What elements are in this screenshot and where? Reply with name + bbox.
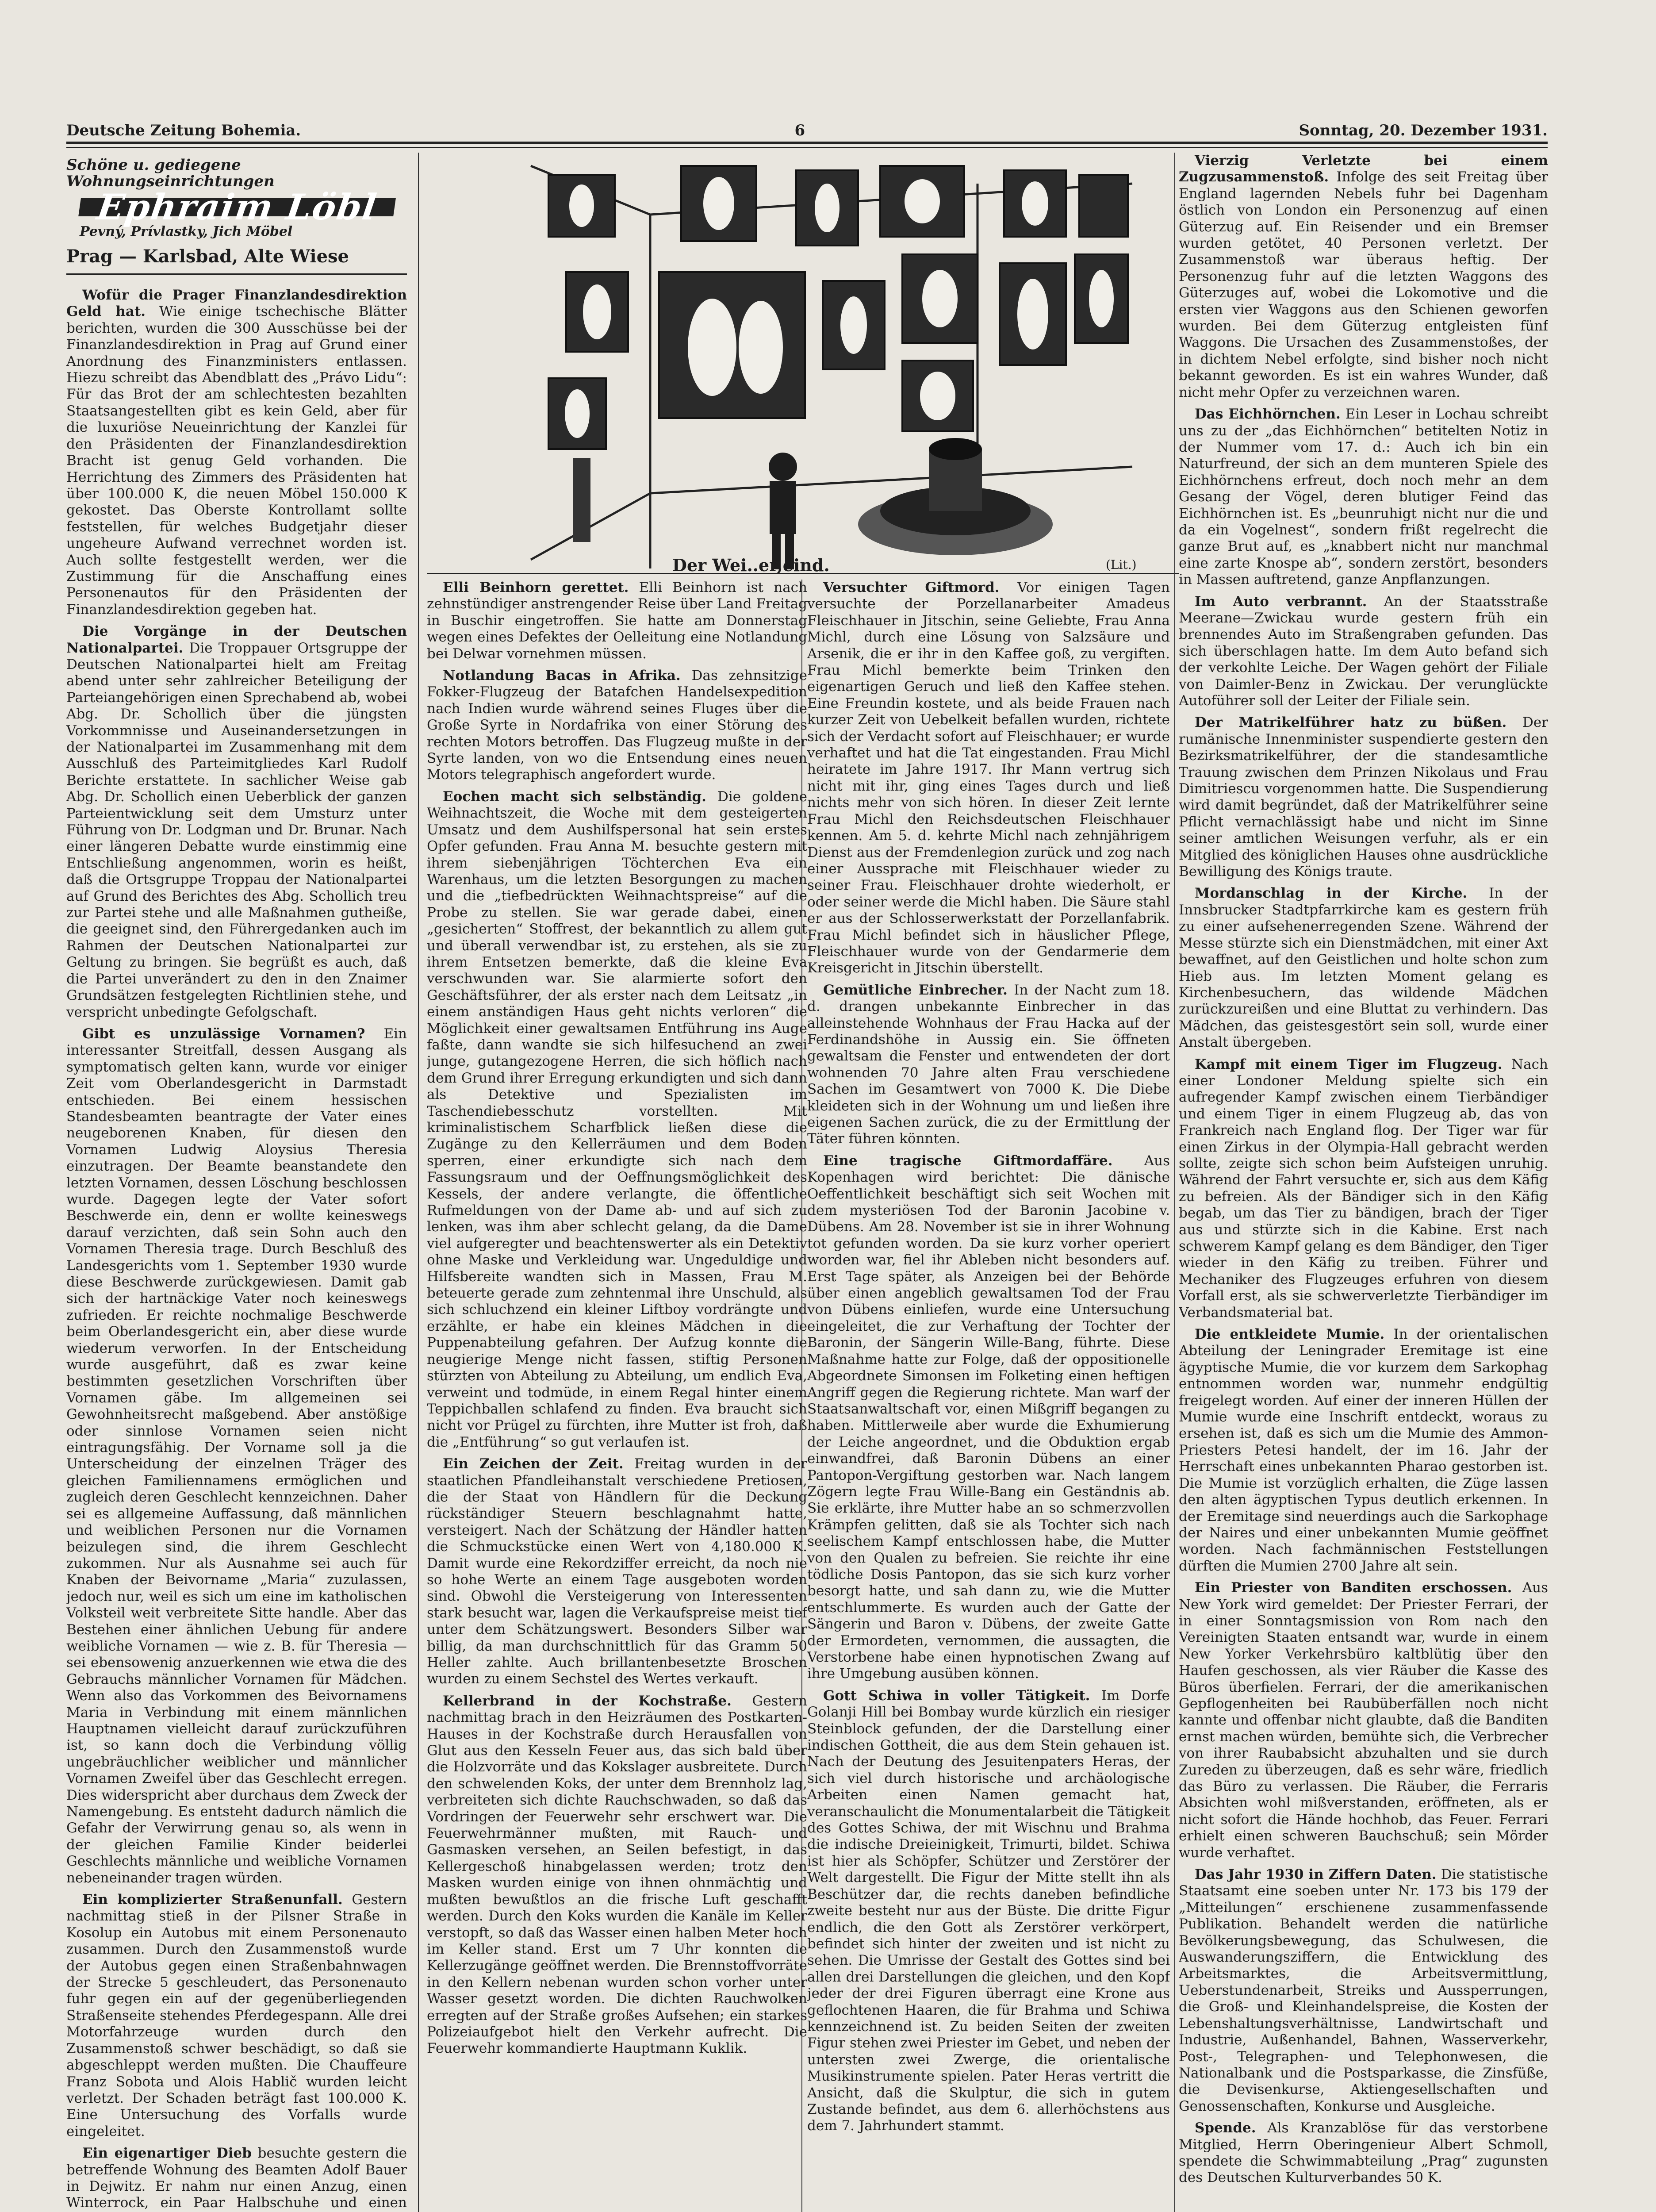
article-paragraph [807,1153,1170,1682]
ad-cities: Prag — Karlsbad, Alte Wiese [66,246,349,267]
article-headline: Gemütliche Einbrecher. [823,982,1008,998]
column-2 [427,580,807,2212]
article-headline: Elli Beinhorn gerettet. [443,580,629,595]
page-header [66,113,1548,139]
article-paragraph [427,1456,807,1688]
articles-col4 [1179,153,1548,2186]
articles-col2 [427,580,807,2057]
column-divider [801,580,802,2212]
article-body: Elli Beinhorn ist nach zehnstündiger anstrengender Reise über Land Freitag in Buschir eingetroffen. Sie hatte am Donnerstag wegen eines Defektes der Oelleitung eine Notlandung bei Delwar vornehmen müssen. [427,580,807,662]
article-body: Vor einigen Tagen versuchte der Porzellanarbeiter Amadeus Fleischhauer in Jitschin, seine Geliebte, Frau Anna Michl, durch eine Lösung von Salzsäure und Arsenik, die er ihr in den Kaffee goß, zu vergiften. Frau Michl bemerkte beim Trinken den eigenartigen Geruch und ließ den Kaffee stehen. Eine Freundin kostete, und als beide Frauen nach kurzer Zeit von Uebelkeit befallen wurden, richtete sich der Verdacht sofort auf Fleischhauer; er wurde verhaftet und hat die Tat eingestanden. Frau Michl heiratete im Jahre 1917. Ihr Mann vertrug sich nicht mit ihr, ging eines Tages durch und ließ nichts mehr von sich hören. In dieser Zeit lernte Frau Michl den Reichsdeutschen Fleischhauer kennen. Am 5. d. kehrte Michl nach zehnjährigem Dienst aus der Fremdenlegion zurück und zog nach einer Aussprache mit Fleischhauer wieder zu seiner Frau. Fleischhauer drohte wiederholt, er oder seiner werde die Michl haben. Die Säure stahl er aus der Schlosserwerkstatt der Porzellanfabrik. Frau Michl befindet sich in häuslicher Pflege, Fleischhauer wurde von der Gendarmerie dem Kreisgericht in Jitschin überstellt. [807,580,1170,976]
article-headline: Ein Priester von Banditen erschossen. [1195,1580,1512,1596]
article-paragraph [427,580,807,662]
article-paragraph [66,1892,407,2140]
article-body: Im Dorfe Golanji Hill bei Bombay wurde kürzlich ein riesiger Steinblock gefunden, der die Darstellung einer indischen Gottheit, die aus dem Stein gehauen ist. Nach der Deutung des Jesuitenpaters Heras, der sich viel durch historische und archäologische Arbeiten einen Namen gemacht hat, veranschaulicht die Monumentalarbeit die Tätigkeit des Gottes Schiwa, der mit Wischnu und Brahma die indische Dreieinigkeit, Trimurti, bildet. Schiwa ist hier als Schöpfer, Schützer und Zerstörer der Welt dargestellt. Die Figur der Mitte stellt ihn als Beschützer dar, die rechts daneben befindliche zweite besteht nur aus der Büste. Die dritte Figur endlich, die den Gott als Zerstörer verkörpert, befindet sich hinter der zweiten und ist nicht zu sehen. Die Umrisse der Gestalt des Gottes sind bei allen drei Darstellungen die gleichen, und den Kopf jeder der drei Figuren überragt eine Krone aus geflochtenen Haaren, die für Brahma und Schiwa kennzeichnend ist. Zu beiden Seiten der zweiten Figur stehen zwei Priester im Gebet, und neben der untersten zwei Zwerge, die orientalische Musikinstrumente spielen. Pater Heras vertritt die Ansicht, daß die Skulptur, die sich in gutem Zustande befindet, aus dem 6. allerhöchstens aus dem 7. Jahrhundert stammt. [807,1687,1170,2134]
column-4 [1179,153,1548,2212]
article-body: An der Staatsstraße Meerane—Zwickau wurde gestern früh ein brennendes Auto im Straßengraben gefunden. Das sich überschlagen hatte. Im dem Auto befand sich der verkohlte Leiche. Der Wagen gehört der Filiale von Daimler-Benz in Zwickau. Der verunglückte Autoführer soll der Leiter der Filiale sein. [1179,593,1548,709]
article-paragraph [66,1026,407,1886]
article-headline: Gibt es unzulässige Vornamen? [82,1025,365,1042]
article-body: Gestern nachmittag stieß in der Pilsner Straße in Kosolup ein Autobus mit einem Personenauto zusammen. Durch den Zusammenstoß wurde der Autobus gegen einen Straßenbahnwagen der Strecke 5 geschleudert, das Personenauto fuhr gegen ein auf der gegenüberliegenden Straßenseite stehendes Pferdegespann. Alle drei Motorfahrzeuge wurden durch den Zusammenstoß schwer beschädigt, so daß sie abgeschleppt werden mußten. Die Chauffeure Franz Sobota und Alois Hablič wurden leicht verletzt. Der Schaden beträgt fast 100.000 K. Eine Untersuchung des Vorfalls wurde eingeleitet. [66,1892,407,2139]
article-paragraph [1179,885,1548,1051]
column-divider [418,153,419,2212]
cartoon-rule [427,573,1179,574]
article-headline: Mordanschlag in der Kirche. [1195,885,1468,902]
article-paragraph [1179,153,1548,401]
article-paragraph [807,1688,1170,2135]
article-body: besuchte gestern die betreffende Wohnung des Beamten Adolf Bauer in Dejwitz. Er nahm nur einen Anzug, einen Winterrock, ein Paar Halbschuhe und einen [66,2145,407,2211]
article-paragraph [427,1693,807,2057]
article-headline: Gott Schiwa in voller Tätigkeit. [823,1687,1090,1704]
article-body: Die goldene Weihnachtszeit, die Woche mit dem gesteigerten Umsatz und dem Aushilfspersonal hat sein erstes Opfer gefunden. Frau Anna M. besuchte gestern mit ihrem siebenjährigen Töchterchen Eva ein Warenhaus, um die letzten Besorgungen zu machen und die „tiefbedrückten Weihnachtspreise“ auf die Probe zu stellen. Sie war gerade dabei, einen „gesicherten“ Stoffrest, der bekanntlich zu allem gut und überall verwendbar ist, zu erstehen, als sie zu ihrem Entsetzen bemerkte, daß die kleine Eva verschwunden war. Sie alarmierte sofort den Geschäftsführer, der als erster nach dem Leitsatz „in einem anständigen Haus geht nichts verloren“ die Möglichkeit einer gewaltsamen Entführung ins Auge faßte, dann wandte sie sich hilfesuchend an zwei junge, gutangezogene Herren, die sich höflich nach dem Grund ihrer Erregung erkundigten und sich dann als Detektive und Spezialisten im Taschendiebesschutz vorstellten. Mit kriminalistischem Scharfblick ließen diese die Zugänge zu den Kellerräumen und dem Boden sperren, einer erkundigte sich nach dem Fassungsraum und der Oeffnungsmöglichkeit des Kessels, der andere verlangte, die öffentliche Rufmeldungen von der Dame ab- und auf sich zu lenken, was ihm aber schlecht gelang, da die Dame viel aufgeregter und beachtenswerter als ein Detektiv ohne Maske und Verkleidung war. Ungeduldige und Hilfsbereite wandten sich in Massen, Frau M. beteuerte gerade zum zehntenmal ihre Unschuld, als sich schluchzend ein kleiner Liftboy vordrängte und erzählte, er habe ein kleines Mädchen in die Puppenabteilung gefahren. Der Aufzug konnte die neugierige Menge nicht fassen, stiftig Personen stürzten von Abteilung zu Abteilung, um endlich Eva, verweint und todmüde, in einem Regal hinter einem Teppichballen schlafend zu finden. Eva braucht sich nicht vor Prügel zu fürchten, ihre Mutter ist froh, daß die „Entführung“ so gut verlaufen ist. [427,788,807,1450]
article-paragraph [1179,594,1548,710]
cartoon-credit: (Lit.) [1106,557,1137,572]
article-body: Das zehnsitzige Fokker-Flugzeug der Batafchen Handelsexpedition nach Indien wurde während seines Fluges über die Große Syrte in Nordafrika von einer Störung des rechten Motors betroffen. Das Flugzeug mußte in der Syrte landen, von wo die Entsendung eines neuen Motors telegraphisch angefordert wurde. [427,668,807,783]
articles-col1 [66,287,407,2212]
article-paragraph [66,2145,407,2212]
article-paragraph [1179,1580,1548,1861]
ad-tagline-top: Schöne u. gediegene Wohnungseinrichtungen [66,156,275,191]
issue-date: Sonntag, 20. Dezember 1931. [1299,122,1548,139]
article-body: Aus New York wird gemeldet: Der Priester Ferrari, der in einer Sonntagsmission von Rom nach den Vereinigten Staaten entsandt war, wurde in einem New Yorker Verkehrsbüro kaltblütig über den Haufen geschossen, als vier Räuber die Kasse des Büros überfielen. Ferrari, der die amerikanischen Gepflogenheiten bei Raubüberfällen noch nicht kannte und offenbar nicht glaubte, daß die Banditen ernst machen würden, bemühte sich, die Verbrecher von ihrer Raubabsicht abzuhalten und sie durch Zureden zu überzeugen, daß es sehr wäre, friedlich das Büro zu verlassen. Die Räuber, die Ferraris Absichten wohl mißverstanden, eröffneten, als er nicht sofort die Hände hochhob, das Feuer. Ferrari erhielt einen schweren Bauchschuß; sein Mörder wurde verhaftet. [1179,1580,1548,1861]
ad-tagline-bottom: Pevný, Prívlastky, Jich Möbel [80,224,293,240]
article-paragraph [427,789,807,1451]
column-1 [66,153,407,2212]
article-paragraph [1179,2120,1548,2186]
article-paragraph [1179,1326,1548,1575]
column-3 [807,580,1170,2212]
article-body: Wie einige tschechische Blätter berichten, wurden die 300 Ausschüsse bei der Finanzlandesdirektion in Prag auf Grund einer Anordnung des Finanzministers entlassen. Hiezu schreibt das Abendblatt des „Právo Lidu“: Für das Brot der am schlechtesten bezahlten Staatsangestellten gibt es kein Geld, aber für die luxuriöse Neueinrichtung der Kanzlei für den Präsidenten der Finanzlandesdirektion Bracht ist genug Geld vorhanden. Die Herrichtung des Zimmers des Präsidenten hat über 100.000 K, die neuen Möbel 150.000 K gekostet. Das Oberste Kontrollamt sollte feststellen, für welches Budgetjahr dieser ungeheure Aufwand verrechnet worden ist. Auch sollte festgestellt werden, wer die Zustimmung für die Anschaffung eines Personenautos für den Präsidenten der Finanzlandesdirektion gegeben hat. [66,303,407,618]
stove-figure [858,438,1053,555]
header-rule-thin [66,147,1548,148]
article-body: Die statistische Staatsamt eine soeben unter Nr. 173 bis 179 der „Mitteilungen“ erschienene zusammenfassende Publikation. Behandelt werden die natürliche Bevölkerungsbewegung, das Schulwesen, die Auswanderungsziffern, die Entwicklung des Arbeitsmarktes, die Arbeitsvermittlung, Ueberstundenarbeit, Streiks und Aussperrungen, die Groß- und Kleinhandelspreise, die Kosten der Lebenshaltungsverhältnisse, Landwirtschaft und Industrie, Außenhandel, Bahnen, Wasserverkehr, Post-, Telegraphen- und Telephonwesen, die Nationalbank und die Postsparkasse, die Zinsfüße, die Devisenkurse, Aktiengesellschaften und Genossenschaften, Konkurse und Ausgleiche. [1179,1866,1548,2114]
article-headline: Kampf mit einem Tiger im Flugzeug. [1195,1056,1503,1072]
cartoon-illustration [513,148,1141,586]
article-headline: Notlandung Bacas in Afrika. [443,668,681,684]
article-body: Gestern nachmittag brach in den Heizräumen des Postkarten-Hauses in der Kochstraße durch Herausfallen von Glut aus den Kesseln Feuer aus, das sich bald über die Holzvorräte und das Kokslager ausbreitete. Durch den schwelenden Koks, der unter dem Brennholz lag, verbreiteten sich dichte Rauchschwaden, so daß das Vordringen der Feuerwehr sehr erschwert war. Die Feuerwehrmänner mußten, mit Rauch- und Gasmasken versehen, an Seilen befestigt, in das Kellergeschoß hinabgelassen werden; trotz den Masken wurden einige von ihnen ohnmächtig und mußten bewußtlos an die frische Luft geschafft werden. Durch den Koks wurden die Kanäle im Keller verstopft, so daß das Wasser einen halben Meter hoch im Keller stand. Erst um 7 Uhr konnten die Kellerzugänge geöffnet werden. Die Brennstoffvorräte in den Kellern nebenan wurden schon vorher unter Wasser gesetzt worden. Die dichten Rauchwolken erregten auf der Straße großes Aufsehen; ein starkes Polizeiaufgebot hielt den Verkehr aufrecht. Die Feuerwehr kommandierte Hauptmann Kuklik. [427,1693,807,2057]
cartoon-drawing [513,148,1141,586]
article-headline: Kellerbrand in der Kochstraße. [443,1693,732,1709]
article-headline: Der Matrikelführer hatz zu büßen. [1195,714,1507,731]
article-paragraph [1179,406,1548,588]
article-body: Der rumänische Innenminister suspendierte gestern den Bezirksmatrikelführer, der die standesamtliche Trauung zwischen dem Prinzen Nikolaus und Frau Dimitriescu vorgenommen hatte. Die Suspendierung wird damit begründet, daß der Matrikelführer seine Pflicht vernachlässigt habe und nicht im Sinne seiner amtlichen Weisungen verfuhr, als er ein Mitglied des königlichen Hauses ohne ausdrückliche Bewilligung des Königs traute. [1179,714,1548,880]
article-headline: Das Jahr 1930 in Ziffern Daten. [1195,1866,1437,1883]
article-paragraph [807,982,1170,1148]
article-paragraph [66,623,407,1021]
article-headline: Wofür die Prager Finanzlandesdirektion Geld hat. [66,287,407,320]
article-paragraph [1179,714,1548,880]
article-body: Ein Leser in Lochau schreibt uns zu der „das Eichhörnchen“ betitelten Notiz in der Nummer vom 17. d.: Auch ich bin ein Naturfreund, der sich an dem munteren Spiele des Eichhörnchens erfreut, doch noch mehr an dem Gesang der Vögel, deren blutiger Feind das Eichhörnchen ist. Es „beunruhigt nicht nur die und da ein Vogelnest“, sondern frißt regelrecht die ganze Brut auf, es „knabbert nicht nur manchmal eine zarte Knospe ab“, sondern zerstört, besonders in Massen auftretend, ganze Anpflanzungen. [1179,406,1548,588]
article-paragraph [427,668,807,783]
article-body: Nach einer Londoner Meldung spielte sich ein aufregender Kampf zwischen einem Tierbändiger und einem Tiger in einem Flugzeug ab, das von Frankreich nach England flog. Der Tiger war für einen Zirkus in der Olympia-Hall gebracht werden sollte, zeigte sich schon beim Aufsteigen unruhig. Während der Fahrt versuchte er, sich aus dem Käfig zu befreien. Als der Bändiger sich in den Käfig begab, um das Tier zu bändigen, brach der Tiger aus und stürzte sich in die Kabine. Erst nach schwerem Kampf gelang es dem Bändiger, den Tiger wieder in den Käfig zu treiben. Führer und Mechaniker des Flugzeuges erfuhren von diesem Vorfall erst, als sie schwerverletzte Tierbändiger im Verbandsmaterial bat. [1179,1056,1548,1321]
article-headline: Vierzig Verletzte bei einem Zugzusammenstoß. [1179,153,1548,185]
article-body: Infolge des seit Freitag über England lagernden Nebels fuhr bei Dagenham östlich von London ein Personenzug auf einen Güterzug auf. Ein Reisender und ein Bremser wurden getötet, 40 Personen verletzt. Der Zusammenstoß war überaus heftig. Der Personenzug fuhr auf die letzten Waggons des Güterzuges auf, wobei die Lokomotive und die ersten vier Waggons aus den Schienen geworfen wurden. Bei dem Güterzug entgleisten fünf Waggons. Die Ursachen des Zusammenstoßes, der in dichtem Nebel erfolgte, sind bisher noch nicht bekannt geworden. Es ist ein wahres Wunder, daß nicht mehr Opfer zu verzeichnen waren. [1179,169,1548,400]
article-headline: Eine tragische Giftmordaffäre. [823,1152,1113,1169]
article-headline: Spende. [1195,2120,1256,2136]
article-headline: Die entkleidete Mumie. [1195,1326,1385,1343]
article-headline: Das Eichhörnchen. [1195,406,1341,422]
articles-col3 [807,580,1170,2135]
article-body: Freitag wurden in der staatlichen Pfandleihanstalt verschiedene Pretiosen, die der Staat von Händlern für die Deckung rückständiger Steuern beschlagnahmt hatte, versteigert. Nach der Schätzung der Händler hatten die Schmuckstücke einen Wert von 4,180.000 K. Damit wurde eine Rekordziffer erreicht, da noch nie so hohe Werte an einem Tage ausgeboten worden sind. Obwohl die Versteigerung von Interessenten stark besucht war, lagen die Verkaufspreise meist tief unter dem Schätzungswert. Besonders Silber war billig, da man durchschnittlich für das Gramm 50 Heller zahlte. Auch brillantenbesetzte Broschen wurden zu einem Sechstel des Wertes verkauft. [427,1456,807,1687]
article-body: Aus Kopenhagen wird berichtet: Die dänische Oeffentlichkeit beschäftigt sich seit Wochen mit dem mysteriösen Tod der Baronin Jacobine v. Dübens. Am 28. November ist sie in ihrer Wohnung tot gefunden worden. Da sie kurz vorher operiert worden war, fiel ihr Ableben nicht besonders auf. Erst Tage später, als Anzeigen bei der Behörde über einen angeblich gewaltsamen Tod der Frau von Dübens einliefen, wurde eine Untersuchung eingeleitet, die zur Verhaftung der Tochter der Baronin, der Sängerin Wille-Bang, führte. Diese Maßnahme hatte zur Folge, daß der oppositionelle Abgeordnete Simonsen im Folketing einen heftigen Angriff gegen die Regierung richtete. Man warf der Staatsanwaltschaft vor, einen Mißgriff begangen zu haben. Mittlerweile aber wurde die Exhumierung der Leiche angeordnet, und die Obduktion ergab einwandfrei, daß Baronin Dübens an einer Pantopon-Vergiftung gestorben war. Nach langem Zögern legte Frau Wille-Bang ein Geständnis ab. Sie erklärte, ihre Mutter habe an so schmerzvollen Krämpfen gelitten, daß sie als Tochter sich nach seelischem Kampf entschlossen habe, die Mutter von den Qualen zu befreien. Sie reichte ihr eine tödliche Dosis Pantopon, das sie sich kurz vorher besorgt hatte, und sah dann zu, wie die Mutter entschlummerte. Es wurden auch der Gatte der Sängerin und Baron v. Dübens, der zweite Gatte der Ermordeten, vernommen, die aussagten, die Verstorbene habe einen hypnotischen Zwang auf ihre Umgebung ausüben können. [807,1152,1170,1682]
article-body: In der orientalischen Abteilung der Leningrader Eremitage ist eine ägyptische Mumie, die vor kurzem dem Sarkophag entnommen worden war, nunmehr endgültig freigelegt worden. Auf einer der inneren Hüllen der Mumie wurde eine Inschrift entdeckt, woraus zu ersehen ist, daß es sich um die Mumie des Ammon-Priesters Petesi handelt, der im 16. Jahr der Herrschaft eines unbekannten Pharao gestorben ist. Die Mumie ist vorzüglich erhalten, die Züge lassen den alten ägyptischen Typus deutlich erkennen. In der Eremitage sind neuerdings auch die Sarkophage der Naires und einer unbekannten Mumie geöffnet worden. Nach fachmännischen Feststellungen dürften die Mumien 2700 Jahre alt sein. [1179,1326,1548,1574]
newspaper-name: Deutsche Zeitung Bohemia. [66,122,301,139]
article-body: Als Kranzablöse für das verstorbene Mitglied, Herrn Oberingenieur Albert Schmoll, spendete die Schwimmabteilung „Prag“ zugunsten des Deutschen Kulturverbandes 50 K. [1179,2120,1548,2186]
article-headline: Ein Zeichen der Zeit. [443,1456,624,1472]
ad-brand-logo: Ephraim Löbl [78,198,396,216]
header-rule [66,142,1548,144]
article-headline: Eochen macht sich selbständig. [443,788,706,805]
article-body: Ein interessanter Streitfall, dessen Ausgang als symptomatisch gelten kann, wurde vor einiger Zeit vom Oberlandesgericht in Darmstadt entschieden. Bei einem hessischen Standesbeamten beantragte der Vater eines neugeborenen Knaben, für diesen den Vornamen Ludwig Aloysius Theresia einzutragen. Der Beamte beanstandete den letzten Vornamen, dessen Löschung beschlossen wurde. Dagegen legte der Vater sofort Beschwerde ein, denn er wollte keineswegs darauf verzichten, daß sein Sohn auch den Vornamen Theresia trage. Durch Beschluß des Landesgerichts vom 1. September 1930 wurde diese Beschwerde zurückgewiesen. Damit gab sich der hartnäckige Vater noch keineswegs zufrieden. Er reichte nochmalige Beschwerde beim Oberlandesgericht ein, aber diese wurde wiederum verworfen. In der Entscheidung wurde ausgeführt, daß es zwar keine bestimmten gesetzlichen Vorschriften über Vornamen gäbe. Im allgemeinen sei Gewohnheitsrecht maßgebend. Aber anstößige oder sinnlose Vornamen seien nicht eintragungsfähig. Der Vorname soll ja die Unterscheidung der einzelnen Träger des gleichen Familiennamens ermöglichen und zugleich deren Geschlecht kennzeichnen. Daher sei es allgemeine Auffassung, daß männlichen und weiblichen Personen nur die Vornamen beizulegen sind, die ihrem Geschlecht zukommen. Nur als Ausnahme sei auch für Knaben der Beivorname „Maria“ zuzulassen, jedoch nur, weil es sich um eine im katholischen Volksteil weit verbreitete Sitte handle. Aber das Bestehen einer ähnlichen Uebung für andere weibliche Vornamen — wie z. B. für Theresia — sei ebensowenig anzuerkennen wie etwa die des Gebrauchs männlicher Vornamen für Mädchen. Wenn also das Vorkommen des Beivornamens Maria in Verbindung mit einem männlichen Hauptnamen vielleicht darauf zurückzuführen ist, so kann doch die Verbindung völlig ungebräuchlicher weiblicher und männlicher Vornamen Zweifel über das Geschlecht erregen. Dies widerspricht aber durchaus dem Zweck der Namengebung. Es entsteht dadurch nämlich die Gefahr der Verwirrung genau so, als wenn in der gleichen Familie Kinder beiderlei Geschlechts männliche und weibliche Vornamen nebeneinander tragen würden. [66,1025,407,1886]
furniture-advertisement [66,153,407,275]
article-headline: Im Auto verbrannt. [1195,593,1367,610]
page-number: 6 [794,122,805,139]
article-body: Die Troppauer Ortsgruppe der Deutschen Nationalpartei hielt am Freitag abend unter sehr zahlreicher Beteiligung der Parteiangehörigen einen Sprechabend ab, wobei Abg. Dr. Schollich über die jüngsten Vorkommnisse und Auseinandersetzungen in der Nationalpartei im Zusammenhang mit dem Ausschluß des Parteimitgliedes Karl Rudolf Berichte erstattete. In sachlicher Weise gab Abg. Dr. Schollich einen Ueberblick der ganzen Parteientwicklung seit dem Umsturz unter Führung von Dr. Lodgman und Dr. Brunar. Nach einer längeren Debatte wurde einstimmig eine Entschließung angenommen, worin es heißt, daß die Ortsgruppe Troppau der Nationalpartei auf Grund des Berichtes des Abg. Schollich treu zur Partei stehe und alle Maßnahmen gutheiße, die geeignet sind, den Führergedanken auch im Rahmen der Deutschen Nationalpartei zur Geltung zu bringen. Sie begrüßt es auch, daß die Partei unverändert zu den in den Znaimer Grundsätzen festgelegten Richtlinien stehe, und verspricht unbedingte Gefolgschaft. [66,640,407,1020]
article-paragraph [1179,1056,1548,1321]
column-divider [1174,153,1175,2212]
article-paragraph [1179,1866,1548,2115]
article-paragraph [807,580,1170,977]
cartoon-caption: Der Wei..er,eind. [672,555,830,575]
article-body: In der Nacht zum 18. d. drangen unbekannte Einbrecher in das alleinstehende Wohnhaus der Frau Hacka auf der Ferdinandshöhe in Aussig ein. Sie öffneten gewaltsam die Fenster und entwendeten der dort wohnenden 70 Jahre alten Frau verschiedene Sachen im Gesamtwert von 7000 K. Die Diebe kleideten sich in der Wohnung um und ließen ihre eigenen Sachen zurück, die zu der Ermittlung der Täter führen könnten. [807,982,1170,1147]
article-headline: Ein komplizierter Straßenunfall. [82,1892,343,1908]
visitor-figure [769,453,797,569]
room-floor-right [650,467,1132,493]
article-headline: Ein eigenartiger Dieb [82,2145,252,2162]
article-paragraph [66,287,407,618]
article-headline: Versuchter Giftmord. [823,580,1000,595]
pillar-stand [573,458,590,542]
article-headline: Die Vorgänge in der Deutschen Nationalpartei. [66,623,407,656]
article-body: In der Innsbrucker Stadtpfarrkirche kam es gestern früh zu einer aufsehenerregenden Szene. Während der Messe stürzte sich ein Dienstmädchen, mit einer Axt bewaffnet, auf den Geistlichen und holte schon zum Hieb aus. Im letzten Moment gelang es Kirchenbesuchern, das wildende Mädchen zurückzureißen und eine Bluttat zu verhindern. Das Mädchen, das geistesgestört sein soll, wurde einer Anstalt übergeben. [1179,885,1548,1051]
